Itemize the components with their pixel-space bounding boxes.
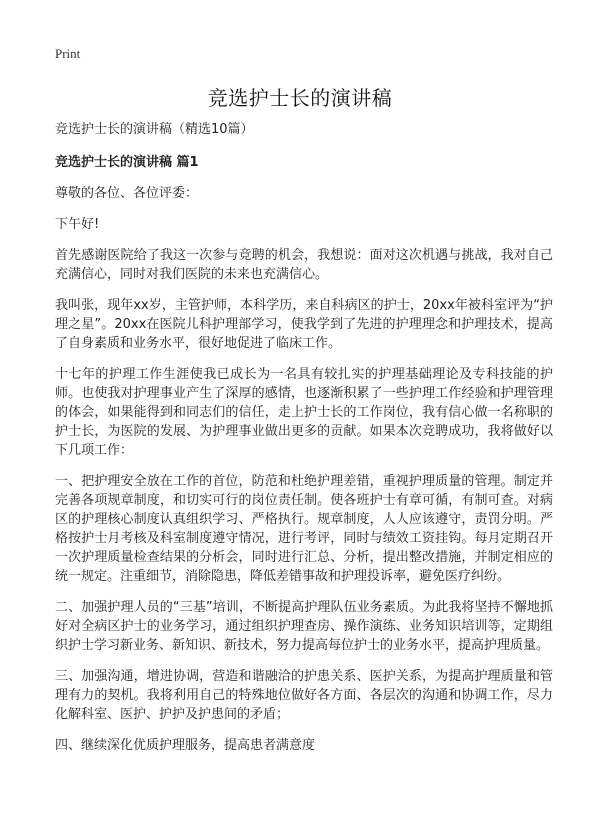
paragraph-self-introduction: 我叫张，现年xx岁，主管护师，本科学历，来自科病区的护士，20xx年被科室评为“护理之星”。20xx在医院儿科护理部学习，使我学到了先进的护理理念和护理技术，提高了自身素质和业务水平，很好地促进了临床工作。: [55, 298, 553, 351]
salutation: 尊敬的各位、各位评委：: [55, 186, 199, 201]
document-body: [55, 120, 553, 767]
paragraph-experience: 十七年的护理工作生涯使我已成长为一名具有较扎实的护理基础理论及专科技能的护师。也使我对护理事业产生了深厚的感情，也逐渐积累了一些护理工作经验和护理管理的体会，如果能得到和同志们的信任，走上护士长的工作岗位，我有信心做一名称职的护士长，为医院的发展、为护理事业做出更多的贡献。如果本次竞聘成功，我将做好以下几项工作：: [55, 367, 553, 458]
paragraph-point-two: 二、加强护理人员的“三基”培训，不断提高护理队伍业务素质。为此我将坚持不懈地抓好对全病区护士的业务学习，通过组织护理查房、操作演练、业务知识培训等，定期组织护士学习新业务、新知识、新技术，努力提高每位护士的业务水平，提高护理质量。: [55, 600, 553, 653]
paragraph-intro: 首先感谢医院给了我这一次参与竞聘的机会，我想说：面对这次机遇与挑战，我对自己充满信心，同时对我们医院的未来也充满信心。: [55, 248, 553, 282]
paragraph-point-one: 一、把护理安全放在工作的首位，防范和杜绝护理差错，重视护理质量的管理。制定并完善各项规章制度，和切实可行的岗位责任制。使各班护士有章可循，有制可查。对病区的护理核心制度认真组织学习、严格执行。规章制度，人人应该遵守，责罚分明。严格按护士月考核及科室制度遵守情况，进行考评，同时与绩效工资挂钩。每月定期召开一次护理质量检查结果的分析会，同时进行汇总、分析，提出整改措施，并制定相应的统一规定。注重细节，消除隐患，降低差错事故和护理投诉率，避免医疗纠纷。: [55, 474, 553, 584]
paragraph-point-three: 三、加强沟通，增进协调，营造和谐融洽的护患关系、医护关系，为提高护理质量和管理有力的契机。我将利用自己的特殊地位做好各方面、各层次的沟通和协调工作，尽力化解科室、医护、护护及护患间的矛盾；: [55, 669, 553, 722]
section-heading: 竞选护士长的演讲稿 篇1: [55, 155, 199, 170]
greeting: 下午好!: [55, 217, 100, 232]
paragraph-point-four: 四、继续深化优质护理服务，提高患者满意度: [55, 738, 316, 753]
page-title: 竞选护士长的演讲稿: [207, 86, 393, 110]
document-subtitle: 竞选护士长的演讲稿（精选10篇）: [55, 122, 254, 137]
print-label: Print: [55, 46, 81, 61]
